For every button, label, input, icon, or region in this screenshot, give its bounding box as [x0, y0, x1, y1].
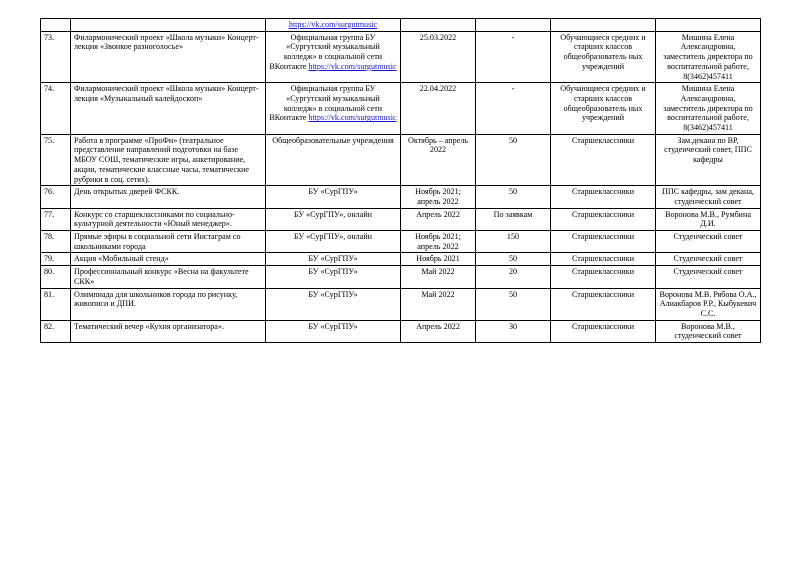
cell-audience: Старшеклассники	[551, 320, 656, 342]
table-row	[41, 266, 761, 288]
cell-num: 78.	[41, 231, 71, 253]
cell-place: БУ «СурГПУ»	[266, 266, 401, 288]
cell-name: Конкурс со старшеклассниками по социально-культурной деятельности «Юный менеджер».	[71, 208, 266, 230]
cell-date: Апрель 2022	[401, 320, 476, 342]
cell-date	[401, 19, 476, 32]
cell-responsible: Студенческий совет	[656, 266, 761, 288]
cell-responsible: Воронова М.В. Рябова О.А., Алиакбаров Р.Р., Кыбукевич С.С.	[656, 288, 761, 320]
table-row	[41, 134, 761, 186]
cell-count: 50	[476, 253, 551, 266]
cell-date: Ноябрь 2021	[401, 253, 476, 266]
cell-name: Олимпиада для школьников города по рисунку, живописи и ДПИ.	[71, 288, 266, 320]
cell-place	[266, 31, 401, 83]
cell-name: Профессиональный конкурс «Весна на факультете СКК»	[71, 266, 266, 288]
cell-responsible: Студенческий совет	[656, 231, 761, 253]
cell-responsible: Зам.декана по ВР, студенческий совет, ППС кафедры	[656, 134, 761, 186]
table-row	[41, 83, 761, 135]
cell-num	[41, 19, 71, 32]
cell-name: День открытых дверей ФСКК.	[71, 186, 266, 208]
cell-place	[266, 83, 401, 135]
cell-count: 50	[476, 288, 551, 320]
cell-audience: Старшеклассники	[551, 288, 656, 320]
vk-link[interactable]: https://vk.com/surgutmusic	[308, 61, 397, 71]
table-body	[41, 19, 761, 343]
cell-name: Работа в программе «ПроФи» (театральное представление направлений подготовки на базе МБОУ СОШ, тематические игры, анкетирование, акции, тематические классные часы, тематические рубрики в соц. сетях).	[71, 134, 266, 186]
cell-date: Апрель 2022	[401, 208, 476, 230]
cell-audience: Обучающиеся средних и старших классов общеобразователь ных учреждений	[551, 31, 656, 83]
cell-date: Октябрь – апрель 2022	[401, 134, 476, 186]
table-row	[41, 253, 761, 266]
cell-num: 76.	[41, 186, 71, 208]
vk-link[interactable]: https://vk.com/surgutmusic	[308, 113, 397, 123]
cell-audience: Старшеклассники	[551, 253, 656, 266]
cell-place: БУ «СурГПУ»	[266, 186, 401, 208]
table-row-continuation	[41, 19, 761, 32]
cell-num: 79.	[41, 253, 71, 266]
cell-audience: Обучающиеся средних и старших классов общеобразователь ных учреждений	[551, 83, 656, 135]
place-text: Официальная группа БУ «Сургутский музыкальный колледж» в социальной сети ВКонтакте	[269, 32, 383, 71]
cell-date: Май 2022	[401, 288, 476, 320]
cell-responsible: Мишина Елена Александровна, заместитель директора по воспитательной работе, 8(3462)457411	[656, 83, 761, 135]
cell-count: По заявкам	[476, 208, 551, 230]
table-row	[41, 320, 761, 342]
cell-num: 82.	[41, 320, 71, 342]
cell-audience: Старшеклассники	[551, 186, 656, 208]
table-row	[41, 288, 761, 320]
cell-date: Май 2022	[401, 266, 476, 288]
cell-name	[71, 19, 266, 32]
cell-count: 50	[476, 134, 551, 186]
cell-num: 81.	[41, 288, 71, 320]
cell-num: 80.	[41, 266, 71, 288]
cell-place: БУ «СурГПУ»	[266, 288, 401, 320]
cell-place: БУ «СурГПУ»	[266, 253, 401, 266]
cell-place: БУ «СурГПУ», онлайн	[266, 231, 401, 253]
cell-date: Ноябрь 2021; апрель 2022	[401, 186, 476, 208]
cell-responsible	[656, 19, 761, 32]
cell-responsible: Студенческий совет	[656, 253, 761, 266]
cell-audience	[551, 19, 656, 32]
cell-num: 77.	[41, 208, 71, 230]
cell-date: 25.03.2022	[401, 31, 476, 83]
cell-audience: Старшеклассники	[551, 208, 656, 230]
cell-place	[266, 19, 401, 32]
cell-place: БУ «СурГПУ», онлайн	[266, 208, 401, 230]
cell-responsible: Воронова М.В., студенческий совет	[656, 320, 761, 342]
cell-responsible: ППС кафедры, зам декана, студенческий совет	[656, 186, 761, 208]
place-text: Официальная группа БУ «Сургутский музыкальный колледж» в социальной сети ВКонтакте	[269, 84, 383, 123]
cell-audience: Старшеклассники	[551, 266, 656, 288]
cell-count: 30	[476, 320, 551, 342]
cell-responsible: Воронова М.В., Румбина Д.И.	[656, 208, 761, 230]
table-row	[41, 186, 761, 208]
cell-date: Ноябрь 2021; апрель 2022	[401, 231, 476, 253]
cell-count: 150	[476, 231, 551, 253]
events-table	[40, 18, 761, 343]
cell-name: Прямые эфиры в социальной сети Инстаграм со школьниками города	[71, 231, 266, 253]
cell-date: 22.04.2022	[401, 83, 476, 135]
vk-link[interactable]: https://vk.com/surgutmusic	[288, 20, 378, 29]
cell-audience: Старшеклассники	[551, 134, 656, 186]
cell-name: Акция «Мобильный стенд»	[71, 253, 266, 266]
cell-place: БУ «СурГПУ»	[266, 320, 401, 342]
cell-num: 74.	[41, 83, 71, 135]
table-row	[41, 208, 761, 230]
cell-count: -	[476, 83, 551, 135]
cell-name: Филармонический проект «Школа музыки» Концерт-лекция «Музыкальный калейдоскоп»	[71, 83, 266, 135]
cell-audience: Старшеклассники	[551, 231, 656, 253]
cell-count	[476, 19, 551, 32]
cell-count: 20	[476, 266, 551, 288]
cell-num: 75.	[41, 134, 71, 186]
cell-responsible: Мишина Елена Александровна, заместитель директора по воспитательной работе, 8(3462)457411	[656, 31, 761, 83]
cell-place: Общеобразовательные учреждения	[266, 134, 401, 186]
cell-num: 73.	[41, 31, 71, 83]
cell-count: -	[476, 31, 551, 83]
table-row	[41, 31, 761, 83]
cell-name: Тематический вечер «Кухня организатора».	[71, 320, 266, 342]
table-row	[41, 231, 761, 253]
cell-count: 50	[476, 186, 551, 208]
cell-name: Филармонический проект «Школа музыки» Концерт-лекция «Звонкое разноголосье»	[71, 31, 266, 83]
